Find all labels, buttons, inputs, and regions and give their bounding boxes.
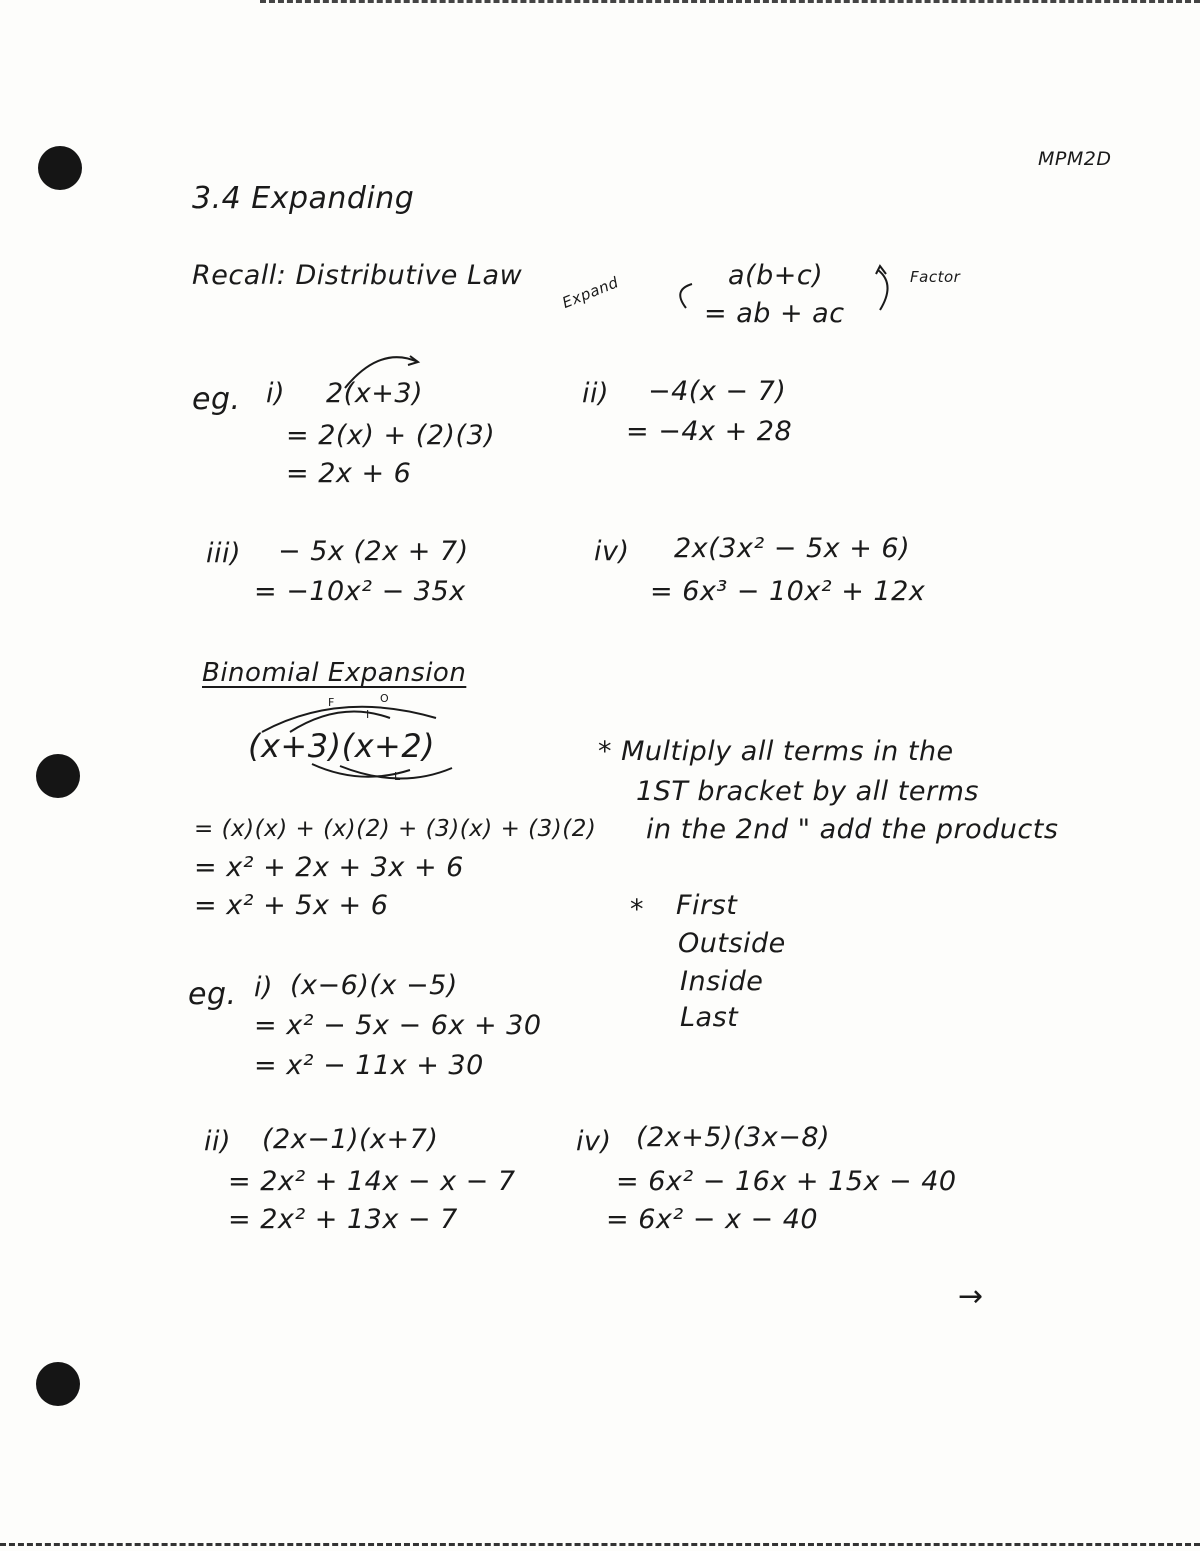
example-1-i-number: i): [266, 378, 286, 409]
example-2-i-number: i): [254, 972, 274, 1003]
foil-first: First: [676, 890, 738, 921]
example-1-ii-line1: −4(x − 7): [648, 376, 787, 407]
example-2-ii-number: ii): [204, 1126, 232, 1157]
example-1-iii-line1: − 5x (2x + 7): [278, 536, 469, 567]
note-line2: 1ST bracket by all terms: [636, 776, 979, 807]
note-line3: in the 2nd " add the products: [646, 814, 1059, 845]
expand-label: Expand: [559, 273, 622, 312]
arc-label-f: F: [328, 696, 335, 709]
binomial-expression: (x+3)(x+2): [248, 727, 436, 765]
expand-bracket: [680, 284, 692, 308]
foil-last: Last: [680, 1002, 739, 1033]
page-title: 3.4 Expanding: [192, 181, 415, 216]
continue-arrow: →: [958, 1279, 984, 1314]
foil-star: *: [630, 894, 644, 925]
arc-label-l: L: [394, 770, 401, 783]
foil-inside: Inside: [680, 966, 764, 997]
arc-label-o: O: [380, 692, 389, 705]
binomial-step2: = x² + 2x + 3x + 6: [194, 852, 464, 883]
distribution-arc: [345, 357, 418, 388]
example-2-iv-number: iv): [576, 1126, 612, 1157]
foil-outside: Outside: [678, 928, 786, 959]
example-1-iv-line2: = 6x³ − 10x² + 12x: [650, 576, 926, 607]
example-2-i-line1: (x−6)(x −5): [290, 970, 458, 1001]
example-2-ii-line1: (2x−1)(x+7): [262, 1124, 439, 1155]
example-1-iii-line2: = −10x² − 35x: [254, 576, 466, 607]
distributive-expanded-form: = ab + ac: [704, 298, 845, 329]
example-2-i-line2: = x² − 5x − 6x + 30: [254, 1010, 542, 1041]
course-code: MPM2D: [1038, 148, 1112, 170]
example-2-ii-line3: = 2x² + 13x − 7: [228, 1204, 458, 1235]
example-2-iv-line3: = 6x² − x − 40: [606, 1204, 819, 1235]
foil-outside-arc: [262, 707, 436, 732]
example-1-i-line2: = 2(x) + (2)(3): [286, 420, 496, 451]
example-1-ii-number: ii): [582, 378, 610, 409]
binomial-step3: = x² + 5x + 6: [194, 890, 389, 921]
eg-label-1: eg.: [192, 382, 241, 417]
note-line1: * Multiply all terms in the: [598, 736, 954, 767]
example-2-i-line3: = x² − 11x + 30: [254, 1050, 484, 1081]
binomial-step1: = (x)(x) + (x)(2) + (3)(x) + (3)(2): [194, 816, 597, 842]
example-1-iii-number: iii): [206, 538, 242, 569]
example-1-i-line3: = 2x + 6: [286, 458, 412, 489]
factor-bracket: [878, 270, 888, 310]
distributive-factored-form: a(b+c): [728, 260, 824, 291]
example-1-iv-line1: 2x(3x² − 5x + 6): [674, 533, 911, 564]
example-2-ii-line2: = 2x² + 14x − x − 7: [228, 1166, 516, 1197]
example-2-iv-line1: (2x+5)(3x−8): [636, 1122, 831, 1153]
example-2-iv-line2: = 6x² − 16x + 15x − 40: [616, 1166, 957, 1197]
factor-label: Factor: [910, 268, 961, 286]
example-1-iv-number: iv): [594, 536, 630, 567]
recall-label: Recall: Distributive Law: [192, 260, 523, 291]
example-1-ii-line2: = −4x + 28: [626, 416, 793, 447]
eg-label-2: eg.: [188, 977, 237, 1012]
arc-label-i: I: [366, 708, 370, 721]
binomial-heading: Binomial Expansion: [202, 658, 467, 688]
example-1-i-line1: 2(x+3): [326, 378, 424, 409]
